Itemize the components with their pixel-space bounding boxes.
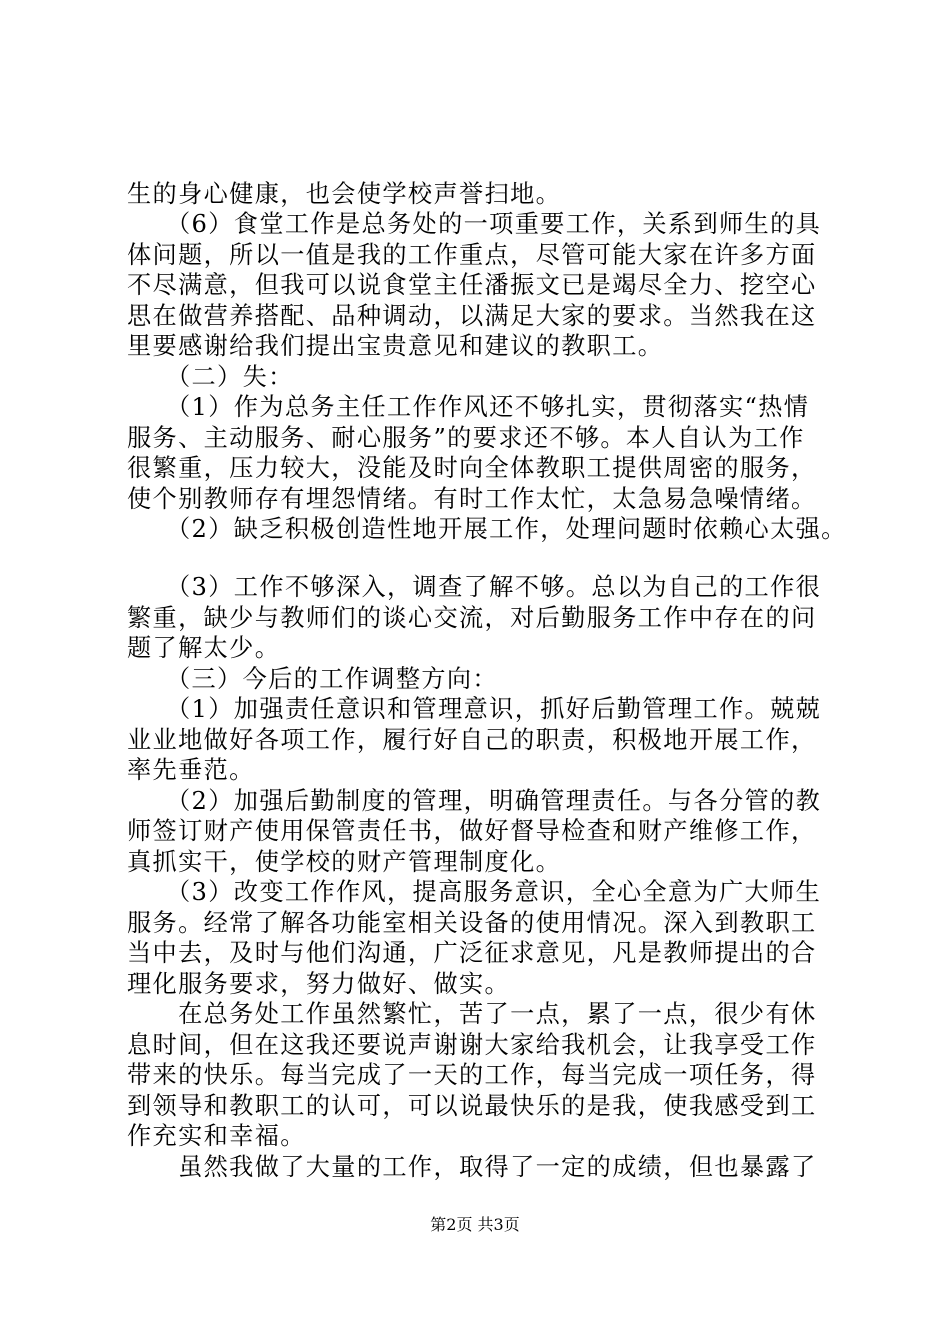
body-text-line: （3）改变工作作风，提高服务意识，全心全意为广大师生 — [127, 878, 822, 906]
body-text-line: 在总务处工作虽然繁忙，苦了一点，累了一点，很少有休 — [127, 1000, 817, 1028]
body-text-line: 服务、主动服务、耐心服务”的要求还不够。本人自认为工作 — [127, 424, 805, 452]
body-text-line: 生的身心健康，也会使学校声誉扫地。 — [127, 180, 562, 208]
body-text-line: 到领导和教职工的认可，可以说最快乐的是我，使我感受到工 — [127, 1092, 817, 1120]
body-text-line: 当中去，及时与他们沟通，广泛征求意见，凡是教师提出的合 — [127, 939, 817, 967]
body-text-line: 思在做营养搭配、品种调动，以满足大家的要求。当然我在这 — [127, 302, 817, 330]
body-text-line: （3）工作不够深入，调查了解不够。总以为自己的工作很 — [127, 573, 822, 601]
body-text-line: 里要感谢给我们提出宝贵意见和建议的教职工。 — [127, 332, 664, 360]
body-text-line: 体问题，所以一值是我的工作重点，尽管可能大家在许多方面 — [127, 241, 817, 269]
body-text-line: 使个别教师存有埋怨情绪。有时工作太忙，太急易急噪情绪。 — [127, 485, 817, 513]
page-number-footer: 第2页 共3页 — [430, 1215, 520, 1234]
body-text-line: （1）加强责任意识和管理意识，抓好后勤管理工作。兢兢 — [127, 695, 822, 723]
body-text-line: 理化服务要求，努力做好、做实。 — [127, 970, 511, 998]
body-text-line: 服务。经常了解各功能室相关设备的使用情况。深入到教职工 — [127, 909, 817, 937]
body-text-line: 业业地做好各项工作，履行好自己的职责，积极地开展工作， — [127, 726, 817, 754]
section-heading: （三）今后的工作调整方向： — [127, 665, 498, 693]
body-text-line: 作充实和幸福。 — [127, 1122, 306, 1150]
body-text-line: 繁重，缺少与教师们的谈心交流，对后勤服务工作中存在的问 — [127, 604, 817, 632]
body-text-line: （6）食堂工作是总务处的一项重要工作，关系到师生的具 — [127, 210, 822, 238]
body-text-line: 不尽满意，但我可以说食堂主任潘振文已是竭尽全力、挖空心 — [127, 271, 817, 299]
body-text-line: 题了解太少。 — [127, 634, 281, 662]
body-text-line: 很繁重，压力较大，没能及时向全体教职工提供周密的服务， — [127, 454, 817, 482]
body-text-line: 率先垂范。 — [127, 756, 255, 784]
body-text-line: （1）作为总务主任工作作风还不够扎实，贯彻落实“热情 — [127, 393, 810, 421]
body-text-line: 息时间，但在这我还要说声谢谢大家给我机会，让我享受工作 — [127, 1031, 817, 1059]
body-text-line: 真抓实干，使学校的财产管理制度化。 — [127, 848, 562, 876]
body-text-line: 师签订财产使用保管责任书，做好督导检查和财产维修工作， — [127, 817, 817, 845]
body-text-line: （2）缺乏积极创造性地开展工作，处理问题时依赖心太强。 — [127, 515, 847, 543]
section-heading: （二）失： — [127, 363, 294, 391]
body-text-line: 虽然我做了大量的工作，取得了一定的成绩，但也暴露了 — [127, 1153, 817, 1181]
body-text-line: 带来的快乐。每当完成了一天的工作，每当完成一项任务，得 — [127, 1061, 817, 1089]
body-text-line: （2）加强后勤制度的管理，明确管理责任。与各分管的教 — [127, 787, 822, 815]
